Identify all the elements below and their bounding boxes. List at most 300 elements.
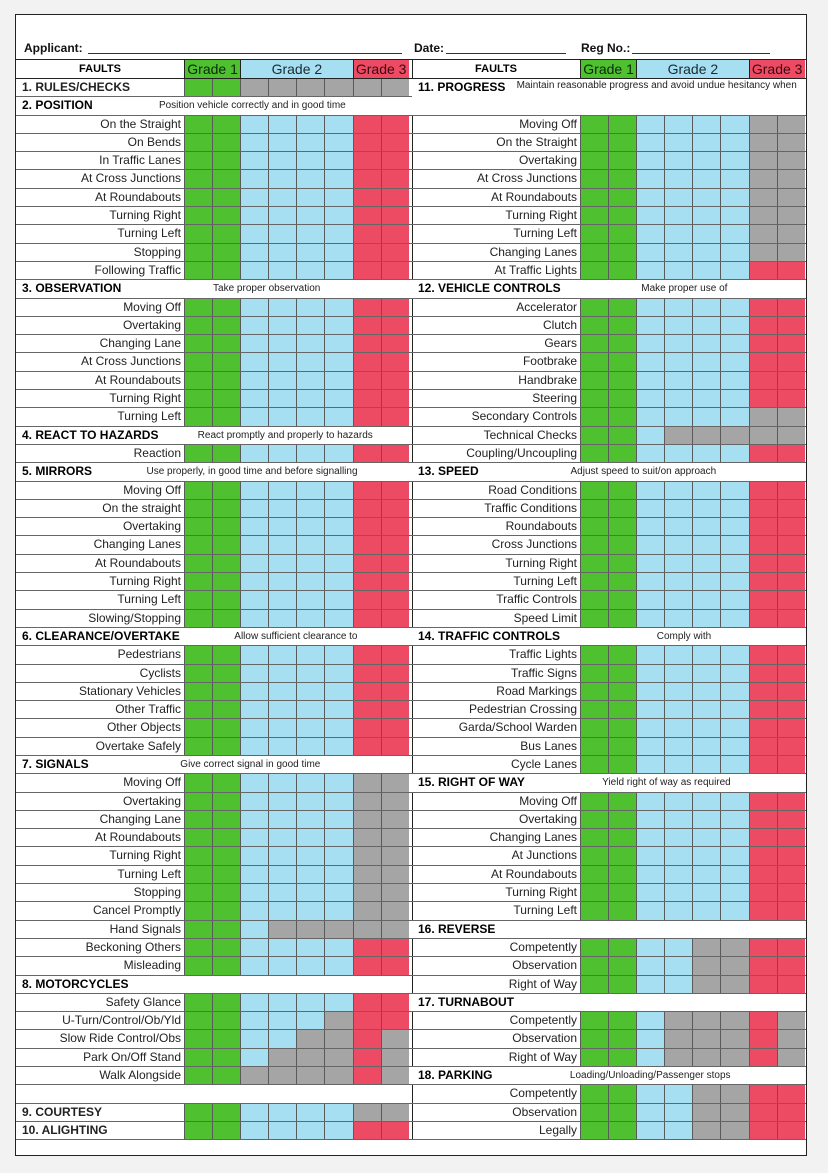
- grade-2-tick-box[interactable]: [692, 445, 720, 462]
- grade-2-tick-box[interactable]: [692, 884, 720, 901]
- grade-1-tick-box[interactable]: [580, 408, 608, 425]
- grade-2-tick-box[interactable]: [268, 738, 296, 755]
- grade-2-tick-box[interactable]: [296, 884, 324, 901]
- grade-2-tick-box[interactable]: [664, 189, 692, 206]
- grade-1-tick-box[interactable]: [212, 518, 240, 535]
- grade-1-tick-box[interactable]: [184, 774, 212, 791]
- grade-2-tick-box[interactable]: [296, 152, 324, 169]
- grade-1-tick-box[interactable]: [580, 335, 608, 352]
- grade-2-tick-box[interactable]: [240, 957, 268, 974]
- grade-2-tick-box[interactable]: [720, 555, 748, 572]
- grade-2-tick-box[interactable]: [240, 811, 268, 828]
- grade-3-tick-box[interactable]: [353, 665, 381, 682]
- grade-2-tick-box[interactable]: [692, 299, 720, 316]
- grade-1-tick-box[interactable]: [184, 847, 212, 864]
- grade-2-tick-box[interactable]: [636, 1122, 664, 1139]
- grade-1-tick-box[interactable]: [184, 1049, 212, 1066]
- grade-3-tick-box[interactable]: [381, 591, 409, 608]
- grade-3-tick-box[interactable]: [777, 847, 805, 864]
- grade-2-tick-box[interactable]: [324, 152, 352, 169]
- grade-2-tick-box[interactable]: [296, 866, 324, 883]
- grade-2-tick-box[interactable]: [296, 262, 324, 279]
- grade-2-tick-box[interactable]: [720, 372, 748, 389]
- grade-2-tick-box[interactable]: [296, 170, 324, 187]
- grade-1-tick-box[interactable]: [608, 189, 636, 206]
- grade-1-tick-box[interactable]: [212, 372, 240, 389]
- grade-2-tick-box[interactable]: [692, 738, 720, 755]
- grade-2-tick-box[interactable]: [324, 866, 352, 883]
- grade-2-tick-box[interactable]: [720, 665, 748, 682]
- grade-2-tick-box[interactable]: [636, 811, 664, 828]
- grade-2-tick-box[interactable]: [240, 225, 268, 242]
- grade-3-tick-box[interactable]: [353, 646, 381, 663]
- grade-3-tick-box[interactable]: [353, 482, 381, 499]
- grade-3-tick-box[interactable]: [381, 207, 409, 224]
- grade-1-tick-box[interactable]: [184, 79, 212, 96]
- grade-2-tick-box[interactable]: [240, 207, 268, 224]
- grade-1-tick-box[interactable]: [212, 1012, 240, 1029]
- grade-3-tick-box[interactable]: [749, 683, 777, 700]
- grade-2-tick-box[interactable]: [720, 719, 748, 736]
- grade-2-tick-box[interactable]: [268, 244, 296, 261]
- grade-2-tick-box[interactable]: [664, 170, 692, 187]
- grade-2-tick-box[interactable]: [664, 756, 692, 773]
- grade-2-tick-box[interactable]: [324, 902, 352, 919]
- grade-2-tick-box[interactable]: [240, 134, 268, 151]
- grade-2-tick-box[interactable]: [240, 372, 268, 389]
- grade-3-tick-box[interactable]: [353, 683, 381, 700]
- grade-1-tick-box[interactable]: [580, 518, 608, 535]
- grade-2-tick-box[interactable]: [664, 1104, 692, 1121]
- grade-1-tick-box[interactable]: [212, 408, 240, 425]
- grade-3-tick-box[interactable]: [749, 1012, 777, 1029]
- grade-2-tick-box[interactable]: [636, 518, 664, 535]
- grade-1-tick-box[interactable]: [184, 1012, 212, 1029]
- grade-2-tick-box[interactable]: [324, 518, 352, 535]
- grade-2-tick-box[interactable]: [636, 207, 664, 224]
- grade-1-tick-box[interactable]: [580, 683, 608, 700]
- grade-1-tick-box[interactable]: [608, 427, 636, 444]
- grade-2-tick-box[interactable]: [692, 555, 720, 572]
- grade-2-tick-box[interactable]: [268, 372, 296, 389]
- grade-2-tick-box[interactable]: [636, 317, 664, 334]
- grade-1-tick-box[interactable]: [184, 665, 212, 682]
- grade-3-tick-box[interactable]: [777, 353, 805, 370]
- grade-2-tick-box[interactable]: [720, 866, 748, 883]
- grade-2-tick-box[interactable]: [720, 829, 748, 846]
- grade-3-tick-box[interactable]: [749, 902, 777, 919]
- grade-2-tick-box[interactable]: [268, 152, 296, 169]
- grade-1-tick-box[interactable]: [580, 390, 608, 407]
- grade-2-tick-box[interactable]: [324, 939, 352, 956]
- grade-3-tick-box[interactable]: [353, 317, 381, 334]
- grade-3-tick-box[interactable]: [777, 719, 805, 736]
- grade-2-tick-box[interactable]: [268, 829, 296, 846]
- grade-2-tick-box[interactable]: [324, 738, 352, 755]
- grade-2-tick-box[interactable]: [664, 500, 692, 517]
- grade-2-tick-box[interactable]: [636, 353, 664, 370]
- grade-2-tick-box[interactable]: [296, 500, 324, 517]
- grade-1-tick-box[interactable]: [184, 1030, 212, 1047]
- grade-3-tick-box[interactable]: [777, 445, 805, 462]
- date-field[interactable]: [446, 53, 566, 54]
- grade-1-tick-box[interactable]: [184, 408, 212, 425]
- grade-2-tick-box[interactable]: [268, 408, 296, 425]
- grade-2-tick-box[interactable]: [296, 683, 324, 700]
- grade-1-tick-box[interactable]: [184, 372, 212, 389]
- grade-1-tick-box[interactable]: [608, 390, 636, 407]
- grade-2-tick-box[interactable]: [240, 1104, 268, 1121]
- grade-2-tick-box[interactable]: [636, 665, 664, 682]
- grade-1-tick-box[interactable]: [608, 1122, 636, 1139]
- grade-3-tick-box[interactable]: [353, 1049, 381, 1066]
- grade-2-tick-box[interactable]: [720, 225, 748, 242]
- grade-1-tick-box[interactable]: [212, 79, 240, 96]
- grade-2-tick-box[interactable]: [692, 170, 720, 187]
- grade-2-tick-box[interactable]: [636, 591, 664, 608]
- grade-2-tick-box[interactable]: [268, 683, 296, 700]
- grade-1-tick-box[interactable]: [608, 1012, 636, 1029]
- grade-2-tick-box[interactable]: [324, 957, 352, 974]
- grade-1-tick-box[interactable]: [608, 225, 636, 242]
- grade-2-tick-box[interactable]: [720, 262, 748, 279]
- grade-2-tick-box[interactable]: [636, 445, 664, 462]
- grade-2-tick-box[interactable]: [664, 811, 692, 828]
- grade-3-tick-box[interactable]: [749, 793, 777, 810]
- grade-1-tick-box[interactable]: [184, 353, 212, 370]
- grade-1-tick-box[interactable]: [608, 555, 636, 572]
- grade-2-tick-box[interactable]: [692, 683, 720, 700]
- grade-2-tick-box[interactable]: [720, 884, 748, 901]
- grade-1-tick-box[interactable]: [212, 1104, 240, 1121]
- grade-2-tick-box[interactable]: [324, 244, 352, 261]
- grade-2-tick-box[interactable]: [664, 1085, 692, 1102]
- grade-2-tick-box[interactable]: [636, 610, 664, 627]
- grade-2-tick-box[interactable]: [636, 902, 664, 919]
- grade-3-tick-box[interactable]: [749, 518, 777, 535]
- grade-1-tick-box[interactable]: [608, 939, 636, 956]
- grade-3-tick-box[interactable]: [381, 189, 409, 206]
- grade-3-tick-box[interactable]: [749, 976, 777, 993]
- grade-3-tick-box[interactable]: [749, 536, 777, 553]
- grade-2-tick-box[interactable]: [720, 189, 748, 206]
- grade-3-tick-box[interactable]: [353, 1067, 381, 1084]
- grade-2-tick-box[interactable]: [324, 829, 352, 846]
- grade-2-tick-box[interactable]: [268, 793, 296, 810]
- grade-2-tick-box[interactable]: [240, 774, 268, 791]
- grade-3-tick-box[interactable]: [381, 134, 409, 151]
- grade-1-tick-box[interactable]: [580, 719, 608, 736]
- grade-2-tick-box[interactable]: [296, 811, 324, 828]
- grade-2-tick-box[interactable]: [324, 299, 352, 316]
- grade-2-tick-box[interactable]: [324, 811, 352, 828]
- grade-2-tick-box[interactable]: [692, 500, 720, 517]
- grade-3-tick-box[interactable]: [381, 353, 409, 370]
- grade-2-tick-box[interactable]: [268, 518, 296, 535]
- grade-1-tick-box[interactable]: [212, 134, 240, 151]
- grade-3-tick-box[interactable]: [353, 189, 381, 206]
- grade-2-tick-box[interactable]: [324, 317, 352, 334]
- grade-2-tick-box[interactable]: [664, 335, 692, 352]
- grade-1-tick-box[interactable]: [608, 1049, 636, 1066]
- grade-2-tick-box[interactable]: [268, 189, 296, 206]
- grade-3-tick-box[interactable]: [777, 536, 805, 553]
- grade-1-tick-box[interactable]: [580, 665, 608, 682]
- grade-1-tick-box[interactable]: [212, 536, 240, 553]
- grade-1-tick-box[interactable]: [608, 353, 636, 370]
- grade-2-tick-box[interactable]: [664, 390, 692, 407]
- grade-1-tick-box[interactable]: [184, 116, 212, 133]
- grade-2-tick-box[interactable]: [268, 719, 296, 736]
- grade-1-tick-box[interactable]: [212, 921, 240, 938]
- grade-1-tick-box[interactable]: [184, 591, 212, 608]
- grade-2-tick-box[interactable]: [720, 701, 748, 718]
- grade-2-tick-box[interactable]: [636, 299, 664, 316]
- grade-1-tick-box[interactable]: [184, 335, 212, 352]
- grade-1-tick-box[interactable]: [212, 591, 240, 608]
- grade-1-tick-box[interactable]: [580, 482, 608, 499]
- grade-2-tick-box[interactable]: [664, 847, 692, 864]
- grade-2-tick-box[interactable]: [692, 847, 720, 864]
- grade-1-tick-box[interactable]: [212, 353, 240, 370]
- grade-1-tick-box[interactable]: [580, 884, 608, 901]
- grade-2-tick-box[interactable]: [240, 884, 268, 901]
- grade-1-tick-box[interactable]: [608, 244, 636, 261]
- grade-3-tick-box[interactable]: [381, 262, 409, 279]
- grade-1-tick-box[interactable]: [212, 207, 240, 224]
- grade-3-tick-box[interactable]: [353, 536, 381, 553]
- grade-2-tick-box[interactable]: [664, 536, 692, 553]
- grade-2-tick-box[interactable]: [324, 262, 352, 279]
- grade-2-tick-box[interactable]: [720, 134, 748, 151]
- grade-2-tick-box[interactable]: [692, 665, 720, 682]
- grade-1-tick-box[interactable]: [608, 408, 636, 425]
- grade-2-tick-box[interactable]: [720, 317, 748, 334]
- grade-2-tick-box[interactable]: [720, 902, 748, 919]
- grade-3-tick-box[interactable]: [777, 555, 805, 572]
- grade-3-tick-box[interactable]: [749, 573, 777, 590]
- grade-3-tick-box[interactable]: [381, 646, 409, 663]
- grade-3-tick-box[interactable]: [777, 756, 805, 773]
- grade-2-tick-box[interactable]: [720, 591, 748, 608]
- grade-1-tick-box[interactable]: [608, 536, 636, 553]
- grade-1-tick-box[interactable]: [212, 1067, 240, 1084]
- grade-2-tick-box[interactable]: [720, 244, 748, 261]
- grade-2-tick-box[interactable]: [692, 372, 720, 389]
- grade-2-tick-box[interactable]: [296, 738, 324, 755]
- grade-1-tick-box[interactable]: [580, 372, 608, 389]
- grade-2-tick-box[interactable]: [240, 244, 268, 261]
- grade-3-tick-box[interactable]: [749, 372, 777, 389]
- grade-2-tick-box[interactable]: [664, 299, 692, 316]
- grade-3-tick-box[interactable]: [749, 390, 777, 407]
- grade-1-tick-box[interactable]: [608, 152, 636, 169]
- grade-1-tick-box[interactable]: [608, 134, 636, 151]
- grade-2-tick-box[interactable]: [240, 1030, 268, 1047]
- grade-2-tick-box[interactable]: [720, 738, 748, 755]
- grade-2-tick-box[interactable]: [720, 793, 748, 810]
- grade-1-tick-box[interactable]: [580, 573, 608, 590]
- grade-1-tick-box[interactable]: [184, 189, 212, 206]
- grade-1-tick-box[interactable]: [184, 738, 212, 755]
- grade-3-tick-box[interactable]: [381, 299, 409, 316]
- grade-2-tick-box[interactable]: [636, 189, 664, 206]
- grade-1-tick-box[interactable]: [212, 445, 240, 462]
- grade-3-tick-box[interactable]: [777, 372, 805, 389]
- grade-3-tick-box[interactable]: [353, 390, 381, 407]
- grade-1-tick-box[interactable]: [184, 683, 212, 700]
- grade-2-tick-box[interactable]: [296, 134, 324, 151]
- grade-2-tick-box[interactable]: [720, 811, 748, 828]
- grade-3-tick-box[interactable]: [381, 445, 409, 462]
- grade-2-tick-box[interactable]: [664, 683, 692, 700]
- grade-1-tick-box[interactable]: [212, 683, 240, 700]
- grade-2-tick-box[interactable]: [240, 719, 268, 736]
- grade-1-tick-box[interactable]: [580, 555, 608, 572]
- grade-3-tick-box[interactable]: [381, 317, 409, 334]
- grade-3-tick-box[interactable]: [353, 610, 381, 627]
- grade-2-tick-box[interactable]: [720, 207, 748, 224]
- grade-3-tick-box[interactable]: [353, 152, 381, 169]
- grade-3-tick-box[interactable]: [777, 591, 805, 608]
- grade-2-tick-box[interactable]: [296, 518, 324, 535]
- grade-2-tick-box[interactable]: [296, 372, 324, 389]
- grade-2-tick-box[interactable]: [296, 536, 324, 553]
- grade-3-tick-box[interactable]: [749, 482, 777, 499]
- grade-2-tick-box[interactable]: [692, 390, 720, 407]
- grade-1-tick-box[interactable]: [608, 207, 636, 224]
- grade-3-tick-box[interactable]: [353, 1012, 381, 1029]
- grade-1-tick-box[interactable]: [212, 189, 240, 206]
- grade-2-tick-box[interactable]: [720, 536, 748, 553]
- grade-2-tick-box[interactable]: [664, 244, 692, 261]
- grade-1-tick-box[interactable]: [184, 1104, 212, 1121]
- grade-3-tick-box[interactable]: [353, 225, 381, 242]
- grade-1-tick-box[interactable]: [580, 811, 608, 828]
- grade-2-tick-box[interactable]: [240, 445, 268, 462]
- grade-2-tick-box[interactable]: [324, 591, 352, 608]
- grade-1-tick-box[interactable]: [580, 207, 608, 224]
- grade-2-tick-box[interactable]: [240, 573, 268, 590]
- grade-2-tick-box[interactable]: [240, 701, 268, 718]
- grade-3-tick-box[interactable]: [777, 884, 805, 901]
- grade-3-tick-box[interactable]: [749, 866, 777, 883]
- grade-2-tick-box[interactable]: [296, 994, 324, 1011]
- grade-2-tick-box[interactable]: [296, 646, 324, 663]
- grade-2-tick-box[interactable]: [720, 610, 748, 627]
- grade-2-tick-box[interactable]: [636, 116, 664, 133]
- grade-1-tick-box[interactable]: [212, 738, 240, 755]
- grade-3-tick-box[interactable]: [777, 390, 805, 407]
- grade-1-tick-box[interactable]: [608, 591, 636, 608]
- grade-1-tick-box[interactable]: [580, 1104, 608, 1121]
- grade-2-tick-box[interactable]: [240, 646, 268, 663]
- grade-2-tick-box[interactable]: [240, 902, 268, 919]
- grade-1-tick-box[interactable]: [212, 116, 240, 133]
- grade-3-tick-box[interactable]: [749, 335, 777, 352]
- grade-2-tick-box[interactable]: [324, 719, 352, 736]
- grade-2-tick-box[interactable]: [664, 445, 692, 462]
- grade-2-tick-box[interactable]: [636, 646, 664, 663]
- grade-3-tick-box[interactable]: [381, 701, 409, 718]
- grade-2-tick-box[interactable]: [664, 646, 692, 663]
- grade-2-tick-box[interactable]: [296, 555, 324, 572]
- grade-1-tick-box[interactable]: [608, 866, 636, 883]
- grade-2-tick-box[interactable]: [664, 555, 692, 572]
- grade-2-tick-box[interactable]: [720, 170, 748, 187]
- grade-2-tick-box[interactable]: [692, 482, 720, 499]
- grade-1-tick-box[interactable]: [212, 573, 240, 590]
- grade-1-tick-box[interactable]: [580, 939, 608, 956]
- grade-3-tick-box[interactable]: [381, 116, 409, 133]
- grade-1-tick-box[interactable]: [580, 829, 608, 846]
- grade-2-tick-box[interactable]: [664, 207, 692, 224]
- grade-2-tick-box[interactable]: [240, 829, 268, 846]
- grade-3-tick-box[interactable]: [777, 610, 805, 627]
- grade-2-tick-box[interactable]: [636, 976, 664, 993]
- grade-2-tick-box[interactable]: [324, 372, 352, 389]
- grade-2-tick-box[interactable]: [720, 390, 748, 407]
- grade-2-tick-box[interactable]: [692, 902, 720, 919]
- grade-1-tick-box[interactable]: [212, 646, 240, 663]
- grade-2-tick-box[interactable]: [324, 994, 352, 1011]
- grade-2-tick-box[interactable]: [636, 152, 664, 169]
- grade-1-tick-box[interactable]: [608, 170, 636, 187]
- grade-3-tick-box[interactable]: [777, 335, 805, 352]
- grade-3-tick-box[interactable]: [381, 390, 409, 407]
- grade-2-tick-box[interactable]: [692, 152, 720, 169]
- grade-2-tick-box[interactable]: [720, 335, 748, 352]
- grade-2-tick-box[interactable]: [324, 683, 352, 700]
- grade-1-tick-box[interactable]: [212, 957, 240, 974]
- grade-2-tick-box[interactable]: [324, 536, 352, 553]
- grade-1-tick-box[interactable]: [580, 244, 608, 261]
- grade-1-tick-box[interactable]: [184, 793, 212, 810]
- grade-1-tick-box[interactable]: [212, 299, 240, 316]
- grade-2-tick-box[interactable]: [692, 756, 720, 773]
- grade-3-tick-box[interactable]: [381, 152, 409, 169]
- grade-2-tick-box[interactable]: [664, 738, 692, 755]
- grade-3-tick-box[interactable]: [381, 683, 409, 700]
- grade-2-tick-box[interactable]: [240, 793, 268, 810]
- grade-3-tick-box[interactable]: [777, 317, 805, 334]
- grade-1-tick-box[interactable]: [608, 335, 636, 352]
- grade-1-tick-box[interactable]: [580, 152, 608, 169]
- grade-2-tick-box[interactable]: [240, 738, 268, 755]
- grade-1-tick-box[interactable]: [184, 811, 212, 828]
- grade-2-tick-box[interactable]: [692, 116, 720, 133]
- grade-2-tick-box[interactable]: [296, 774, 324, 791]
- grade-2-tick-box[interactable]: [664, 884, 692, 901]
- grade-1-tick-box[interactable]: [608, 1085, 636, 1102]
- grade-1-tick-box[interactable]: [580, 427, 608, 444]
- grade-2-tick-box[interactable]: [240, 683, 268, 700]
- grade-2-tick-box[interactable]: [296, 317, 324, 334]
- grade-2-tick-box[interactable]: [636, 482, 664, 499]
- grade-2-tick-box[interactable]: [664, 262, 692, 279]
- grade-1-tick-box[interactable]: [608, 683, 636, 700]
- grade-3-tick-box[interactable]: [381, 335, 409, 352]
- grade-2-tick-box[interactable]: [268, 170, 296, 187]
- grade-3-tick-box[interactable]: [353, 170, 381, 187]
- grade-2-tick-box[interactable]: [664, 902, 692, 919]
- grade-1-tick-box[interactable]: [212, 1030, 240, 1047]
- grade-1-tick-box[interactable]: [212, 1122, 240, 1139]
- grade-2-tick-box[interactable]: [296, 793, 324, 810]
- grade-2-tick-box[interactable]: [692, 811, 720, 828]
- grade-1-tick-box[interactable]: [212, 335, 240, 352]
- grade-1-tick-box[interactable]: [212, 866, 240, 883]
